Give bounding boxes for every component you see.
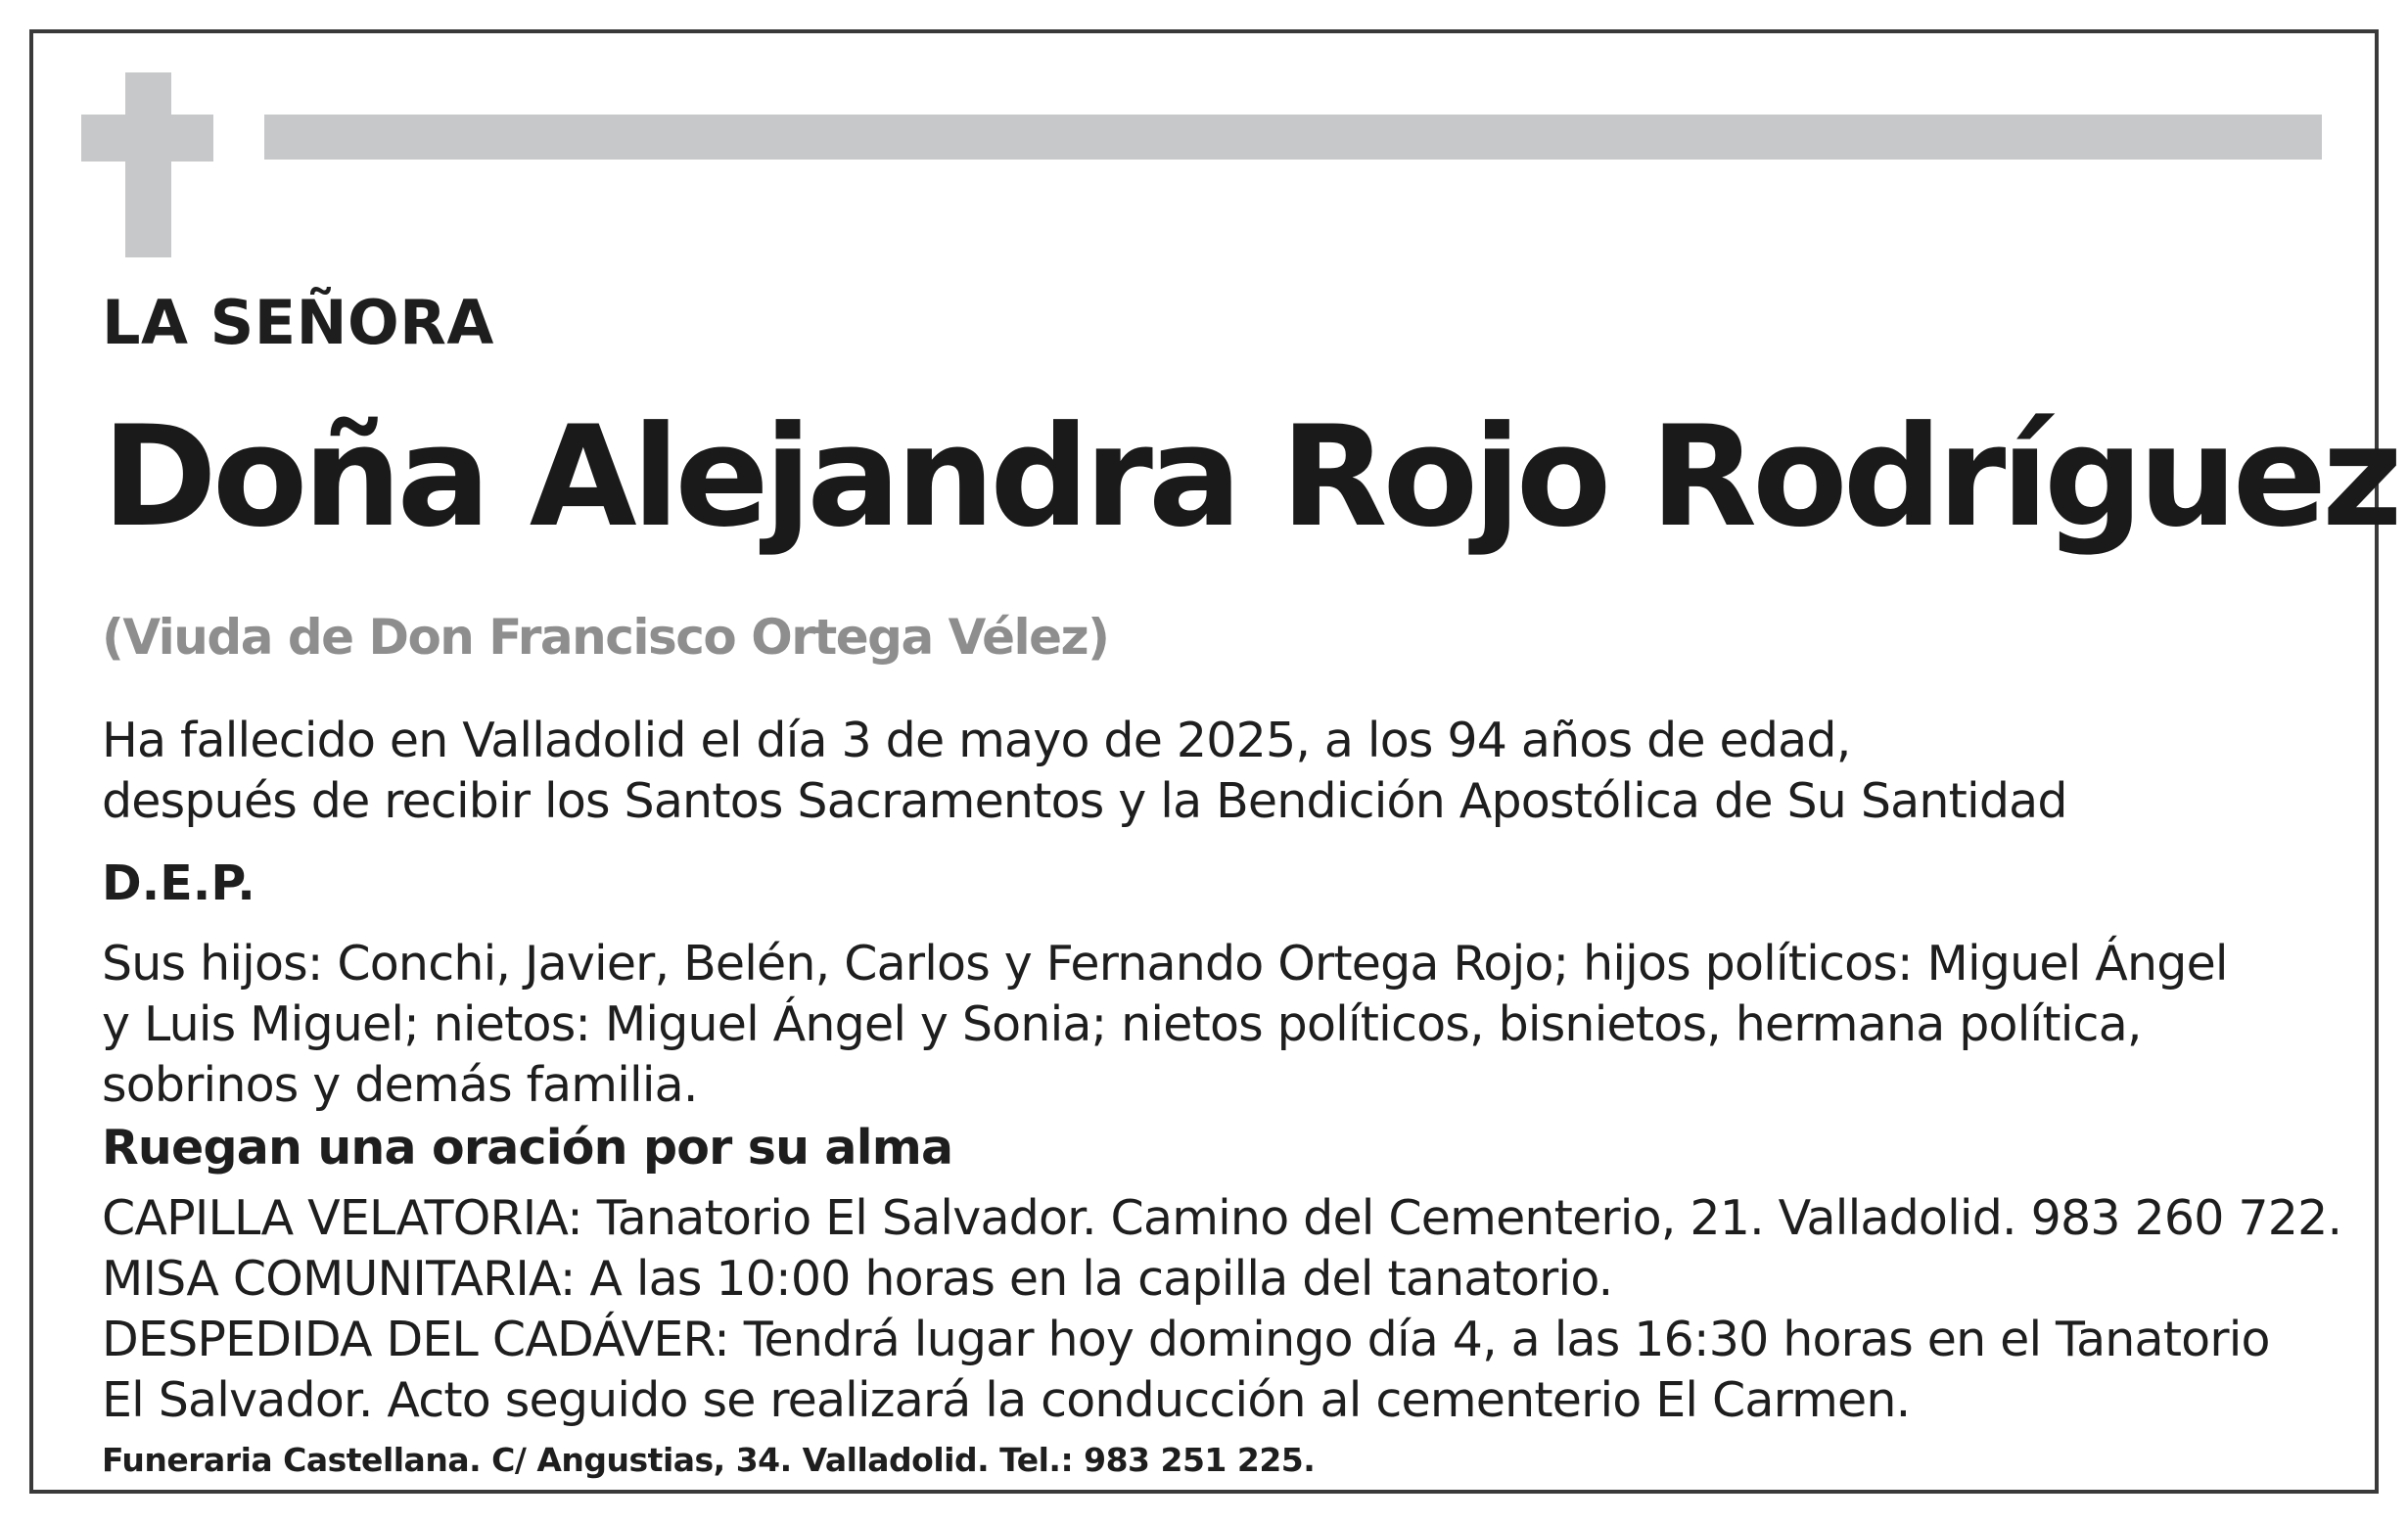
service-details bbox=[102, 1188, 2341, 1431]
rip-label: D.E.P. bbox=[102, 855, 255, 911]
service-line: El Salvador. Acto seguido se realizará la conducción al cementerio El Carmen. bbox=[102, 1372, 1911, 1428]
death-line: después de recibir los Santos Sacramentos y la Bendición Apostólica de Su Santidad bbox=[102, 773, 2067, 829]
header-rule bbox=[264, 115, 2322, 160]
family-line: Sus hijos: Conchi, Javier, Belén, Carlos y Fernando Ortega Rojo; hijos políticos: Miguel Ángel bbox=[102, 936, 2228, 992]
title-label: LA SEÑORA bbox=[102, 287, 494, 358]
widow-subtitle: (Viuda de Don Francisco Ortega Vélez) bbox=[102, 609, 1109, 666]
family-list bbox=[102, 934, 2228, 1116]
death-line: Ha fallecido en Valladolid el día 3 de mayo de 2025, a los 94 años de edad, bbox=[102, 713, 1851, 768]
prayer-request: Ruegan una oración por su alma bbox=[102, 1120, 953, 1176]
service-line: DESPEDIDA DEL CADÁVER: Tendrá lugar hoy domingo día 4, a las 16:30 horas en el Tanatorio bbox=[102, 1312, 2270, 1367]
deceased-name: Doña Alejandra Rojo Rodríguez bbox=[102, 396, 2398, 558]
family-line: sobrinos y demás familia. bbox=[102, 1057, 698, 1113]
service-line: MISA COMUNITARIA: A las 10:00 horas en la capilla del tanatorio. bbox=[102, 1251, 1613, 1307]
funeral-home-footer: Funeraria Castellana. C/ Angustias, 34. Valladolid. Tel.: 983 251 225. bbox=[102, 1441, 1316, 1479]
service-line: CAPILLA VELATORIA: Tanatorio El Salvador. Camino del Cementerio, 21. Valladolid. 983 260 722. bbox=[102, 1190, 2342, 1246]
cross-icon-vertical-bar bbox=[125, 72, 171, 257]
cross-icon-horizontal-bar bbox=[81, 115, 213, 162]
family-line: y Luis Miguel; nietos: Miguel Ángel y Sonia; nietos políticos, bisnietos, hermana política, bbox=[102, 996, 2142, 1052]
death-announcement bbox=[102, 711, 2067, 832]
